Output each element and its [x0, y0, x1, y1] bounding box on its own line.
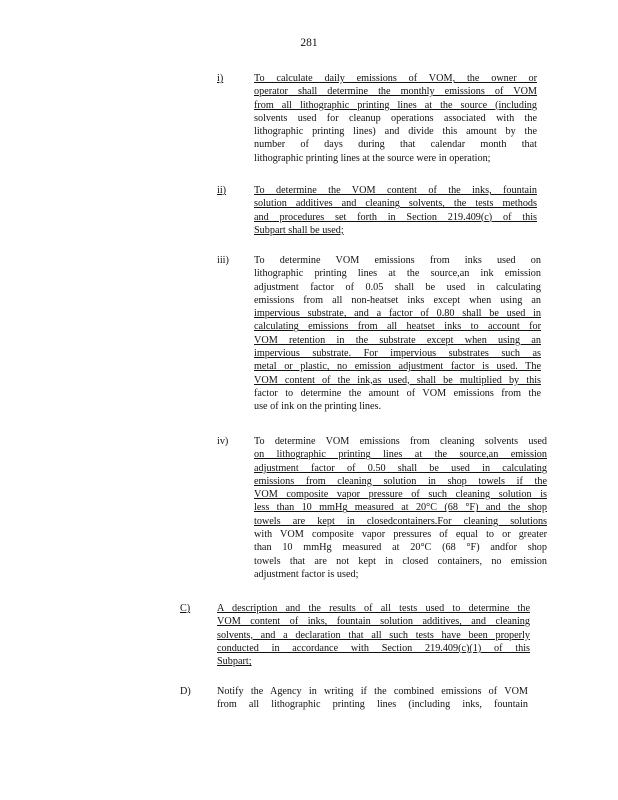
- text-line: VOM retention in the substrate except when using an: [254, 334, 541, 346]
- text-line: emissions from all non-heatset inks except when using an: [254, 294, 541, 306]
- subsection-label: iii): [217, 255, 229, 266]
- text-line: towels are kept in closedcontainers.For cleaning solutions: [254, 515, 547, 527]
- text-line: VOM content of inks, fountain solution additives, and cleaning: [217, 616, 530, 628]
- text-line: Notify the Agency in writing if the combined emissions of VOM: [217, 686, 528, 697]
- text-line: than 10 mmHg measured at 20°C (68 °F) andfor shop: [254, 542, 547, 554]
- section-label: C): [180, 603, 191, 614]
- text-line: A description and the results of all tests used to determine the: [217, 603, 530, 614]
- text-line: conducted in accordance with Section 219.409(c)(1) of this: [217, 642, 530, 654]
- text-line: VOM content of the ink,as used, shall be multiplied by this: [254, 374, 541, 386]
- text-line: from all lithographic printing lines (including inks, fountain: [217, 699, 528, 711]
- subsection-text: [254, 254, 541, 414]
- text-line: solvents used for cleanup operations associated with the: [254, 112, 537, 124]
- text-line: from all lithographic printing lines at the source (including: [254, 99, 537, 111]
- text-line: and procedures set forth in Section 219.409(c) of this: [254, 211, 537, 223]
- text-line: adjustment factor is used;: [254, 568, 359, 580]
- text-line: To determine the VOM content of the inks, fountain: [254, 185, 537, 196]
- section-label: D): [180, 686, 191, 697]
- text-line: use of ink on the printing lines.: [254, 401, 382, 413]
- text-line: adjustment factor of 0.05 shall be used in calculating: [254, 281, 541, 293]
- text-line: lithographic printing lines) and divide this amount by the: [254, 126, 537, 138]
- text-line: To determine VOM emissions from cleaning solvents used: [254, 436, 547, 447]
- text-line: adjustment factor of 0.50 shall be used in calculating: [254, 462, 547, 474]
- text-line: solution additives and cleaning solvents, the tests methods: [254, 198, 537, 210]
- text-line: To calculate daily emissions of VOM, the owner or: [254, 73, 537, 84]
- text-line: lithographic printing lines at the source were in operation;: [254, 152, 491, 164]
- text-line: impervious substrate. For impervious substrates such as: [254, 348, 541, 360]
- text-line: lithographic printing lines at the source,an ink emission: [254, 268, 541, 280]
- page-number: 281: [300, 37, 318, 49]
- text-line: emissions from cleaning solution in shop towels if the: [254, 475, 547, 487]
- text-line: factor to determine the amount of VOM emissions from the: [254, 387, 541, 399]
- subsection-label: i): [217, 73, 224, 84]
- text-line: with VOM composite vapor pressures of equal to or greater: [254, 529, 547, 541]
- text-line: Subpart;: [217, 656, 252, 668]
- text-line: less than 10 mmHg measured at 20°C (68 °F) and the shop: [254, 502, 547, 514]
- text-line: on lithographic printing lines at the source,an emission: [254, 449, 547, 461]
- subsection-label: ii): [217, 185, 227, 196]
- text-line: impervious substrate, and a factor of 0.80 shall be used in: [254, 308, 541, 320]
- subsection-text: [254, 435, 547, 581]
- subsection-text: [254, 72, 537, 165]
- subsection-label: iv): [217, 436, 229, 447]
- section-text: [217, 602, 530, 668]
- text-line: solvents, and a declaration that all such tests have been properly: [217, 629, 530, 641]
- subsection-text: [254, 184, 537, 237]
- text-line: calculating emissions from all heatset inks to account for: [254, 321, 541, 333]
- text-line: operator shall determine the monthly emissions of VOM: [254, 86, 537, 98]
- text-line: To determine VOM emissions from inks used on: [254, 255, 541, 266]
- text-line: number of days during that calendar month that: [254, 139, 537, 151]
- text-line: metal or plastic, no emission adjustment factor is used. The: [254, 361, 541, 373]
- text-line: towels that are not kept in closed containers, no emission: [254, 555, 547, 567]
- text-line: VOM composite vapor pressure of such cleaning solution is: [254, 489, 547, 501]
- text-line: Subpart shall be used;: [254, 224, 344, 236]
- section-text: [217, 685, 528, 712]
